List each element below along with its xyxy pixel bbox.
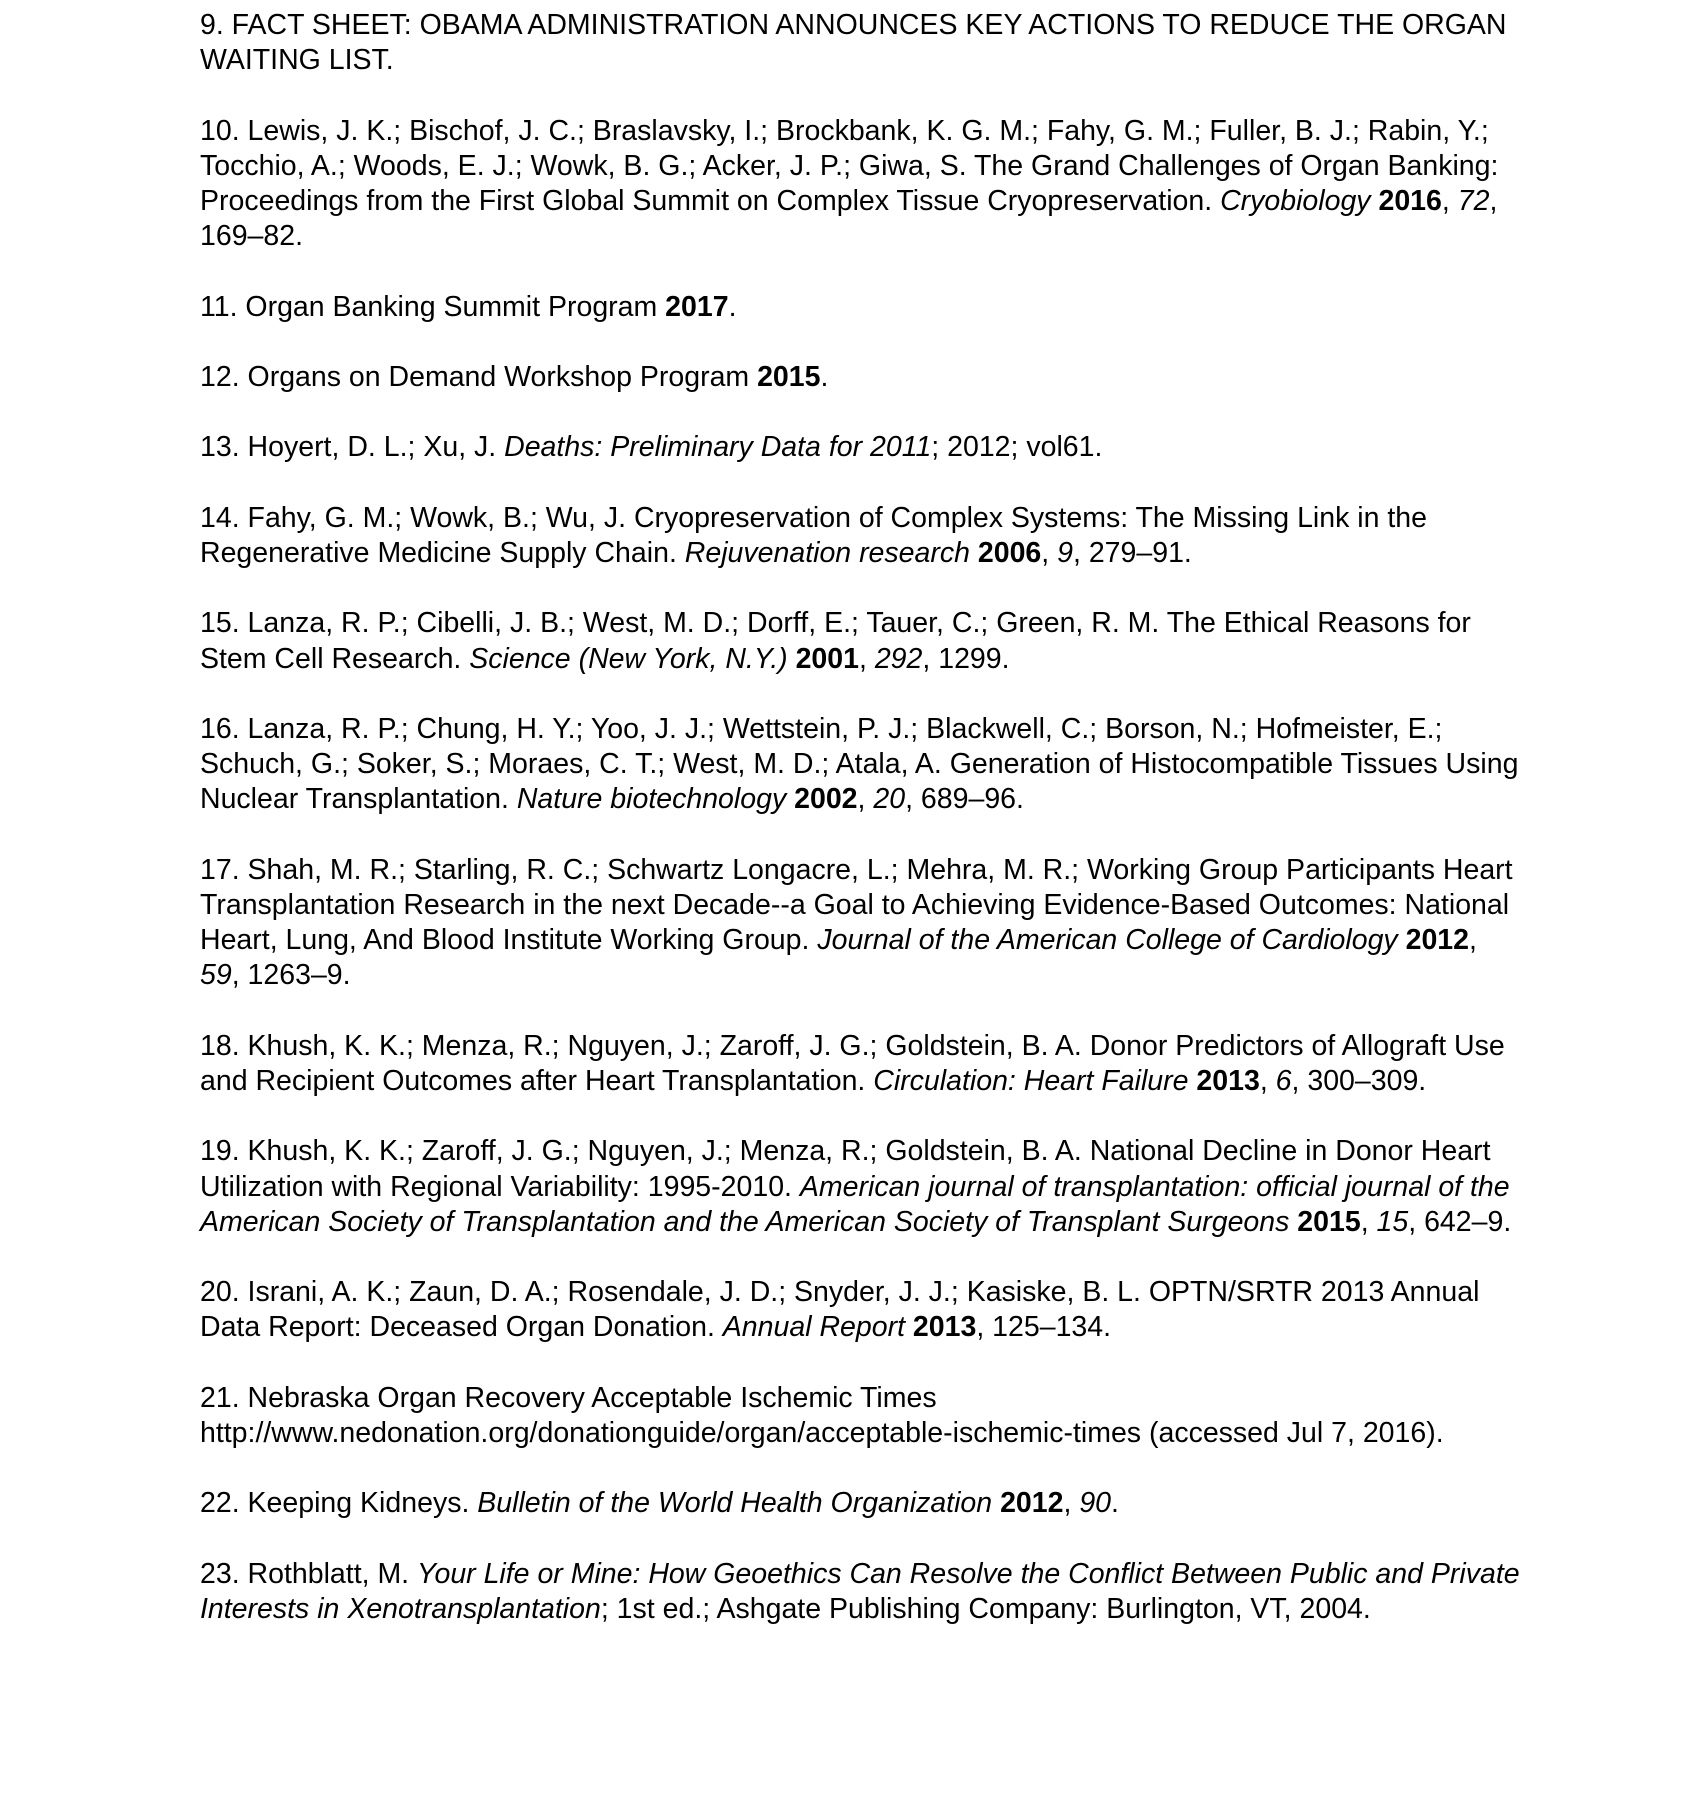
- ref-12-segment: 2015: [757, 360, 821, 393]
- ref-12-segment: 12. Organs on Demand Workshop Program: [200, 360, 758, 393]
- ref-19-segment: , 642–9.: [1408, 1205, 1512, 1238]
- ref-15: [200, 606, 1520, 676]
- ref-17-segment: , 1263–9.: [231, 959, 351, 992]
- ref-20-segment: , 125–134.: [976, 1311, 1112, 1344]
- ref-17-segment: Journal of the American College of Cardiology: [817, 924, 1398, 957]
- ref-9: [200, 8, 1520, 78]
- ref-19-segment: 2015: [1297, 1205, 1361, 1238]
- ref-10-segment: ,: [1441, 185, 1458, 217]
- ref-20-segment: [905, 1311, 913, 1343]
- ref-16-segment: 2002: [794, 783, 858, 816]
- ref-12-segment: .: [820, 360, 829, 393]
- ref-19-segment: American journal of transplantation: official journal of the American Society of Transplantation and the American Society of Transplant Surgeons: [200, 1170, 1517, 1238]
- ref-21-segment: 21. Nebraska Organ Recovery Acceptable Ischemic Times http://www.nedonation.org/donationguide/organ/acceptable-ischemic-times (accessed Jul 7, 2016).: [200, 1381, 1444, 1449]
- ref-13-segment: 13. Hoyert, D. L.; Xu, J.: [200, 431, 505, 464]
- ref-23-segment: Your Life or Mine: How Geoethics Can Resolve the Conflict Between Public and Private Interests in Xenotransplantation: [200, 1557, 1528, 1625]
- ref-10-segment: Cryobiology: [1220, 185, 1371, 217]
- ref-16-segment: ,: [857, 783, 874, 816]
- ref-15-segment: 292: [874, 642, 923, 675]
- ref-13: [200, 430, 1520, 465]
- ref-20-segment: 2013: [912, 1311, 977, 1344]
- ref-11-segment: 11. Organ Banking Summit Program: [200, 290, 666, 323]
- ref-14: [200, 501, 1520, 571]
- ref-16-segment: 20: [873, 783, 906, 816]
- ref-15-segment: , 1299.: [922, 642, 1010, 675]
- ref-10-segment: 72: [1457, 185, 1490, 217]
- ref-17-segment: 17. Shah, M. R.; Starling, R. C.; Schwartz Longacre, L.; Mehra, M. R.; Working Group Participants Heart Transplantation Research in the next Decade--a Goal to Achieving Evidence-Based Outcomes: National Heart, Lung, And Blood Institute Working Group.: [200, 853, 1520, 957]
- ref-19-segment: 15: [1376, 1205, 1409, 1238]
- ref-15-segment: [788, 643, 796, 675]
- ref-15-segment: ,: [858, 642, 875, 675]
- ref-22-segment: 2012: [1000, 1487, 1064, 1520]
- ref-22-segment: 22. Keeping Kidneys.: [200, 1487, 478, 1520]
- ref-22: [200, 1486, 1520, 1521]
- ref-22-segment: 90: [1079, 1487, 1112, 1520]
- ref-14-segment: ,: [1041, 536, 1058, 569]
- ref-18-segment: Circulation: Heart Failure: [873, 1064, 1189, 1097]
- ref-14-segment: 9: [1057, 536, 1073, 569]
- ref-16-segment: 16. Lanza, R. P.; Chung, H. Y.; Yoo, J. J.; Wettstein, P. J.; Blackwell, C.; Borson, N.; Hofmeister, E.; Schuch, G.; Soker, S.; Moraes, C. T.; West, M. D.; Atala, A. Generation of Histocompatible Tissues Using Nuclear Transplantation.: [200, 712, 1527, 816]
- ref-15-segment: 15. Lanza, R. P.; Cibelli, J. B.; West, M. D.; Dorff, E.; Tauer, C.; Green, R. M. The Ethical Reasons for Stem Cell Research.: [200, 607, 1479, 675]
- ref-11-segment: 2017: [665, 290, 729, 323]
- ref-17-segment: ,: [1469, 924, 1485, 957]
- ref-14-segment: , 279–91.: [1072, 536, 1192, 569]
- ref-12: [200, 360, 1520, 395]
- ref-19-segment: 19. Khush, K. K.; Zaroff, J. G.; Nguyen, J.; Menza, R.; Goldstein, B. A. National Decline in Donor Heart Utilization with Regional Variability: 1995-2010.: [200, 1135, 1499, 1203]
- ref-23-segment: 23. Rothblatt, M.: [200, 1557, 418, 1590]
- ref-10-segment: 10. Lewis, J. K.; Bischof, J. C.; Braslavsky, I.; Brockbank, K. G. M.; Fahy, G. M.; Fuller, B. J.; Rabin, Y.; Tocchio, A.; Woods, E. J.; Wowk, B. G.; Acker, J. P.; Giwa, S. The Grand Challenges of Organ Banking: Proceedings from the First Global Summit on Complex Tissue Cryopreservation.: [200, 114, 1507, 217]
- ref-16: [200, 712, 1527, 818]
- ref-18-segment: 2013: [1196, 1064, 1260, 1097]
- ref-9-segment: 9. FACT SHEET: OBAMA ADMINISTRATION ANNOUNCES KEY ACTIONS TO REDUCE THE ORGAN WAITING LIST.: [200, 9, 1515, 77]
- ref-18: [200, 1029, 1520, 1099]
- ref-10-segment: 2016: [1378, 185, 1442, 217]
- ref-23-segment: ; 1st ed.; Ashgate Publishing Company: Burlington, VT, 2004.: [600, 1592, 1371, 1625]
- ref-22-segment: .: [1111, 1487, 1119, 1520]
- ref-17-segment: 59: [200, 959, 232, 992]
- ref-14-segment: [970, 537, 978, 569]
- ref-10: [200, 114, 1520, 255]
- ref-16-segment: Nature biotechnology: [516, 783, 787, 816]
- ref-14-segment: 14. Fahy, G. M.; Wowk, B.; Wu, J. Cryopreservation of Complex Systems: The Missing Link in the Regenerative Medicine Supply Chain.: [200, 501, 1435, 569]
- ref-16-segment: [786, 783, 794, 815]
- ref-22-segment: Bulletin of the World Health Organization: [477, 1487, 993, 1520]
- ref-20-segment: Annual Report: [722, 1311, 905, 1344]
- ref-14-segment: Rejuvenation research: [684, 536, 970, 569]
- ref-11: [200, 290, 1520, 325]
- ref-16-segment: , 689–96.: [905, 783, 1024, 816]
- ref-11-segment: .: [728, 290, 737, 323]
- ref-18-segment: 18. Khush, K. K.; Menza, R.; Nguyen, J.; Zaroff, J. G.; Goldstein, B. A. Donor Predictors of Allograft Use and Recipient Outcomes after Heart Transplantation.: [200, 1029, 1513, 1097]
- ref-17: [200, 853, 1520, 994]
- ref-18-segment: ,: [1259, 1064, 1276, 1097]
- ref-20: [200, 1275, 1520, 1345]
- ref-15-segment: 2001: [795, 642, 859, 675]
- ref-20-segment: 20. Israni, A. K.; Zaun, D. A.; Rosendale, J. D.; Snyder, J. J.; Kasiske, B. L. OPTN/SRTR 2013 Annual Data Report: Deceased Organ Donation.: [200, 1276, 1488, 1344]
- ref-22-segment: ,: [1063, 1487, 1080, 1520]
- ref-10-segment: , 169–82.: [200, 185, 1506, 253]
- ref-18-segment: 6: [1275, 1064, 1292, 1097]
- ref-17-segment: 2012: [1405, 924, 1470, 957]
- ref-15-segment: Science (New York, N.Y.): [469, 642, 788, 675]
- ref-14-segment: 2006: [977, 536, 1042, 569]
- ref-13-segment: Deaths: Preliminary Data for 2011: [504, 431, 932, 464]
- ref-19: [200, 1134, 1520, 1240]
- ref-21: [200, 1381, 1520, 1451]
- ref-18-segment: , 300–309.: [1291, 1064, 1427, 1097]
- ref-17-segment: [1398, 924, 1406, 956]
- ref-13-segment: ; 2012; vol61.: [931, 431, 1103, 464]
- ref-23: [200, 1557, 1528, 1627]
- ref-19-segment: ,: [1360, 1205, 1377, 1238]
- ref-22-segment: [992, 1487, 1000, 1519]
- reference-list: [200, 8, 1528, 1662]
